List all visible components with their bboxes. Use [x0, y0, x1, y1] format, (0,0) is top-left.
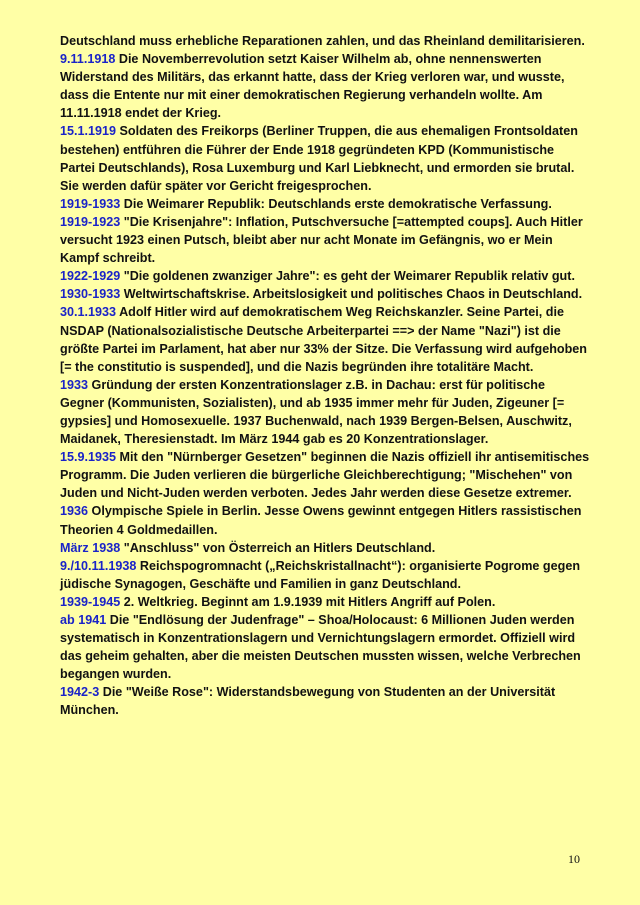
entry-date: 1922-1929 — [60, 269, 121, 284]
entry-text: 2. Weltkrieg. Beginnt am 1.9.1939 mit Hitlers Angriff auf Polen. — [120, 594, 496, 609]
timeline-text — [60, 32, 590, 720]
entry-text: Die Weimarer Republik: Deutschlands erste demokratische Verfassung. — [120, 196, 552, 211]
timeline-entry — [60, 593, 590, 611]
entry-text: Olympische Spiele in Berlin. Jesse Owens gewinnt entgegen Hitlers rassistischen Theorien 4 Goldmedaillen. — [60, 504, 582, 537]
intro-paragraph: Deutschland muss erhebliche Reparationen zahlen, und das Rheinland demilitarisieren. — [60, 34, 585, 48]
entry-date: 1919-1933 — [60, 196, 121, 211]
entry-text: Die "Endlösung der Judenfrage" – Shoa/Holocaust: 6 Millionen Juden werden systematisch in Konzentrationslagern und Vernichtungslagern ermordet. Offiziell wird das geheim gehalten, aber die meisten Deutschen mussten wissen, welche Verbrechen begangen wurden. — [60, 613, 581, 682]
entry-text: Gründung der ersten Konzentrationslager z.B. in Dachau: erst für politische Gegner (Kommunisten, Sozialisten), und ab 1935 immer mehr für Juden, Zigeuner [= gypsies] und Homosexuelle. 1937 Buchenwald, nach 1939 Bergen-Belsen, Auschwitz, Maidanek, Theresienstadt. Im März 1944 gab es 20 Konzentrationslager. — [60, 377, 572, 447]
entry-text: Adolf Hitler wird auf demokratischem Weg Reichskanzler. Seine Partei, die NSDAP (Nationalsozialistische Deutsche Arbeiterpartei ==> der Name "Nazi") ist die größte Partei im Parlament, hat aber nur 33% der Sitze. Die Verfassung wird aufgehoben [= the constitutio is suspended], und die Nazis begründen ihre totalitäre Macht. — [60, 305, 587, 374]
entry-date: 1933 — [60, 377, 89, 392]
timeline-entries — [60, 50, 590, 719]
entry-date: 1936 — [60, 504, 89, 519]
entry-date: 15.1.1919 — [60, 124, 117, 139]
timeline-entry — [60, 303, 590, 375]
entry-text: "Die goldenen zwanziger Jahre": es geht der Weimarer Republik relativ gut. — [120, 269, 575, 284]
timeline-entry — [60, 50, 590, 122]
timeline-entry — [60, 122, 590, 194]
entry-date: März 1938 — [60, 540, 121, 555]
entry-date: 1930-1933 — [60, 287, 121, 302]
page-number: 10 — [568, 852, 580, 866]
entry-text: Die "Weiße Rose": Widerstandsbewegung von Studenten an der Universität München. — [60, 685, 556, 718]
timeline-entry — [60, 611, 590, 683]
entry-date: 1919-1923 — [60, 214, 121, 229]
timeline-entry — [60, 683, 590, 719]
entry-text: Reichspogromnacht („Reichskristallnacht“): organisierte Pogrome gegen jüdische Synagogen, Geschäfte und Familien in ganz Deutschland. — [60, 558, 581, 591]
entry-text: "Anschluss" von Österreich an Hitlers Deutschland. — [120, 540, 436, 555]
entry-date: 9.11.1918 — [60, 52, 116, 67]
timeline-entry — [60, 376, 590, 448]
entry-date: 15.9.1935 — [60, 450, 117, 465]
timeline-entry — [60, 285, 590, 303]
timeline-entry — [60, 539, 590, 557]
timeline-entry — [60, 213, 590, 267]
entry-date: 1942-3 — [60, 685, 100, 700]
timeline-entry — [60, 448, 590, 502]
entry-date: 9./10.11.1938 — [60, 558, 137, 573]
entry-date: ab 1941 — [60, 613, 107, 627]
entry-date: 1939-1945 — [60, 594, 121, 609]
timeline-entry — [60, 557, 590, 593]
entry-date: 30.1.1933 — [60, 305, 117, 320]
entry-text: Mit den "Nürnberger Gesetzen" beginnen die Nazis offiziell ihr antisemitisches Programm. Die Juden verlieren die bürgerliche Gleichberechtigung; "Mischehen" von Juden und Nicht-Juden werden verboten. Jedes Jahr werden diese Gesetze extremer. — [60, 450, 590, 501]
timeline-entry — [60, 195, 590, 213]
entry-text: Weltwirtschaftskrise. Arbeitslosigkeit und politisches Chaos in Deutschland. — [120, 287, 583, 302]
entry-text: Soldaten des Freikorps (Berliner Truppen, die aus ehemaligen Frontsoldaten bestehen) entführen die Führer der Ende 1918 gegründeten KPD (Kommunistische Partei Deutschlands), Rosa Luxemburg und Karl Liebknecht, und ermorden sie brutal. Sie werden dafür später vor Gericht freigesprochen. — [60, 124, 578, 193]
timeline-entry — [60, 267, 590, 285]
entry-text: Die Novemberrevolution setzt Kaiser Wilhelm ab, ohne nennenswerten Widerstand des Militärs, das erkannt hatte, dass der Krieg verloren war, und wusste, dass die Entente nur mit einer demokratischen Regierung verhandeln wollte. Am 11.11.1918 endet der Krieg. — [60, 52, 565, 121]
timeline-entry — [60, 502, 590, 538]
entry-text: "Die Krisenjahre": Inflation, Putschversuche [=attempted coups]. Auch Hitler versucht 1923 einen Putsch, bleibt aber nur acht Monate im Gefängnis, wo er Mein Kampf schreibt. — [60, 214, 583, 266]
